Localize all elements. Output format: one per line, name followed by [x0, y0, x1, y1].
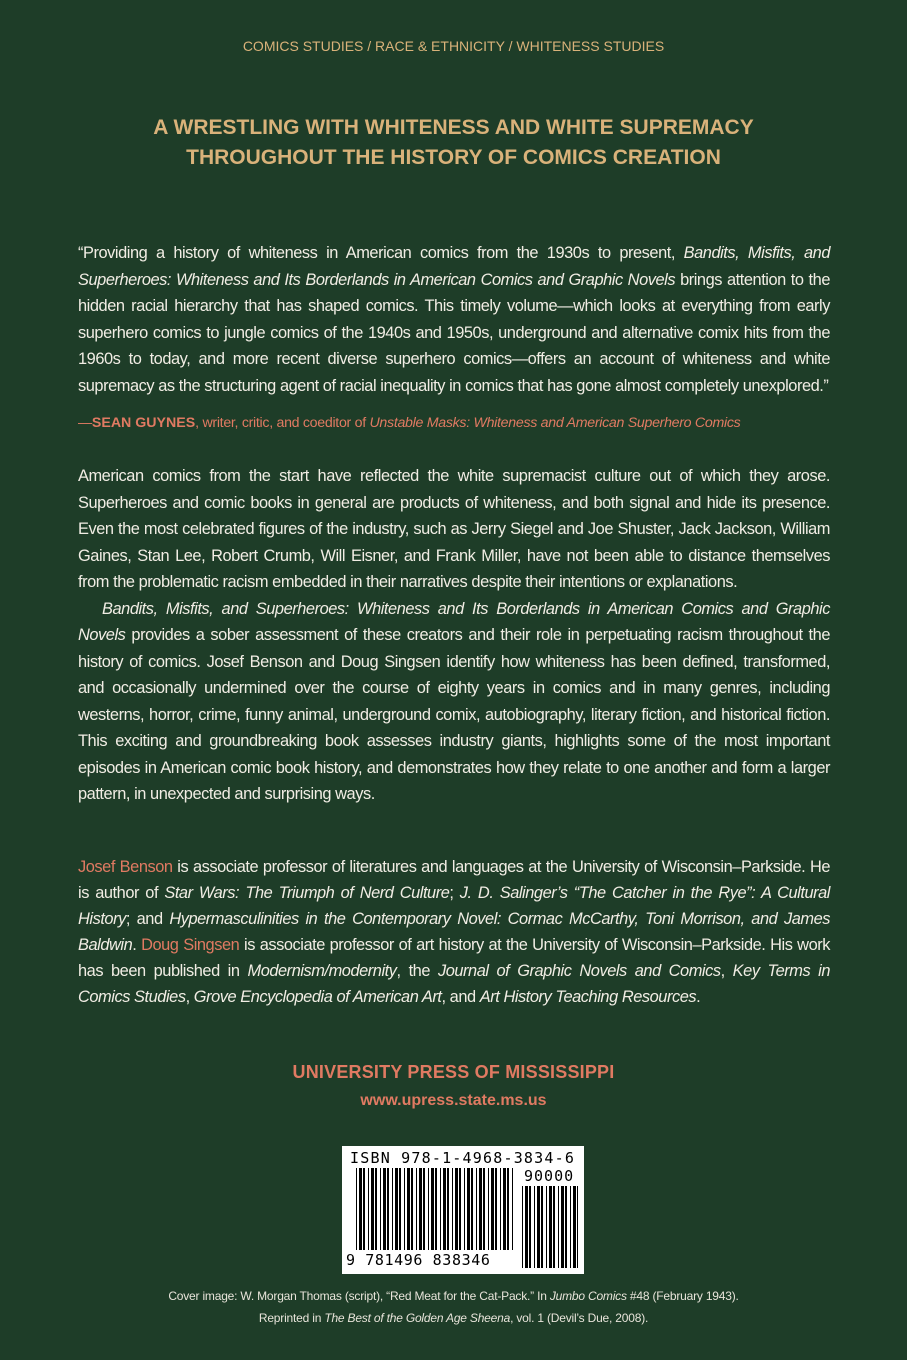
bio-publication-title: Journal of Graphic Novels and Comics: [437, 962, 721, 980]
barcode-bar: [541, 1186, 543, 1268]
endorser-role: , writer, critic, and coeditor of: [195, 415, 370, 431]
credit-text: , vol. 1 (Devil’s Due, 2008).: [510, 1311, 649, 1325]
credit-text: #48 (February 1943).: [626, 1289, 739, 1303]
credit-title: The Best of the Golden Age Sheena: [324, 1311, 511, 1325]
bio-publication-title: Art History Teaching Resources: [479, 988, 697, 1006]
barcode-bar: [471, 1168, 473, 1250]
credit-text: Cover image: W. Morgan Thomas (script), “Red Meat for the Cat-Pack.” In: [168, 1289, 550, 1303]
quote-text-1: “Providing a history of whiteness in American comics from the 1930s to present,: [78, 244, 684, 262]
barcode-bar: [549, 1186, 552, 1268]
publisher-website: www.upress.state.ms.us: [360, 1092, 547, 1109]
barcode-bar: [380, 1168, 381, 1250]
endorser-work: Unstable Masks: Whiteness and American Superhero Comics: [369, 415, 741, 431]
bio-text: ; and: [125, 910, 170, 928]
description-paragraph-2: [78, 596, 830, 808]
barcode-bar: [363, 1168, 365, 1250]
barcode-bar: [459, 1168, 461, 1250]
barcode-bar: [491, 1168, 494, 1250]
barcode-bar: [395, 1168, 398, 1250]
barcode-bar: [440, 1168, 441, 1250]
barcode-bar: [525, 1186, 528, 1268]
barcode-bar: [577, 1186, 578, 1268]
quote-text-2: brings attention to the hidden racial hierarchy that has shaped comics. This timely volume—which looks at everything from early superhero comics to jungle comics of the 1940s and 1950s, underground and alternative comix hits from the 1960s to today, and more recent diverse superhero comics—offers an account of whiteness and white supremacy as the structuring agent of racial inequality in comics that has gone almost completely unexplored.”: [78, 270, 830, 395]
description-paragraph-2-text: provides a sober assessment of these creators and their role in perpetuating racism throughout the history of comics. Josef Benson and Doug Singsen identify how whiteness has been defined, transformed, and occasionally undermined over the course of eighty years in comics and in many genres, including westerns, horror, crime, funny animal, underground comix, autobiography, literary fiction, and historical fiction. This exciting and groundbreaking book assesses industry giants, highlights some of the most important episodes in American comic book history, and demonstrates how they relate to one another and form a larger pattern, in unexpected and surprising ways.: [78, 626, 830, 803]
barcode-bar: [359, 1168, 362, 1250]
barcode-bar: [431, 1168, 434, 1250]
barcode-bar: [452, 1168, 453, 1250]
bio-book-title: J. D. Salinger’s “The Catcher in the Rye”: A Cultural History: [78, 884, 830, 928]
author-name-singsen: Doug Singsen: [141, 936, 240, 954]
barcode-bar: [570, 1186, 571, 1268]
barcode-bar: [371, 1168, 374, 1250]
bio-text: ,: [720, 962, 733, 980]
book-description: [78, 463, 830, 808]
barcode-bar: [435, 1168, 437, 1250]
publisher-name: UNIVERSITY PRESS OF MISSISSIPPI: [292, 1062, 615, 1082]
barcode-bar: [455, 1168, 458, 1250]
credit-line-2: [0, 1307, 907, 1329]
attribution-dash: —: [78, 415, 92, 431]
endorser-name: SEAN GUYNES: [91, 415, 196, 431]
barcode-bar: [447, 1168, 449, 1250]
price-addon-code: 90000: [524, 1167, 575, 1185]
barcode-bar: [476, 1168, 477, 1250]
barcode-bar: [534, 1186, 535, 1268]
headline: [60, 113, 847, 173]
barcode-bar: [392, 1168, 393, 1250]
barcode-bar: [483, 1168, 485, 1250]
barcode-bar: [399, 1168, 401, 1250]
bio-text: , and: [441, 988, 480, 1006]
description-book-title: Bandits, Misfits, and Superheroes: Whiteness and Its Borderlands in American Comics and Graphic Novels: [78, 599, 830, 644]
barcode-bar: [565, 1186, 567, 1268]
bio-publication-title: Grove Encyclopedia of American Art: [193, 988, 442, 1006]
credit-title: Jumbo Comics: [549, 1289, 627, 1303]
headline-line-1: A WRESTLING WITH WHITENESS AND WHITE SUPREMACY: [153, 116, 754, 139]
endorsement-quote: [78, 240, 830, 399]
barcode-bar: [529, 1186, 531, 1268]
isbn-barcode: [342, 1146, 584, 1274]
barcode-bar: [522, 1186, 523, 1268]
bio-publication-title: Modernism/modernity: [247, 962, 397, 980]
bio-text: ;: [449, 884, 460, 902]
headline-line-2: THROUGHOUT THE HISTORY OF COMICS CREATION: [186, 146, 721, 169]
barcode-bar: [467, 1168, 470, 1250]
barcode-bar: [507, 1168, 509, 1250]
barcode-bar: [553, 1186, 555, 1268]
author-name-benson: Josef Benson: [78, 858, 173, 876]
barcode-bar: [407, 1168, 410, 1250]
barcode-bar: [503, 1168, 506, 1250]
barcode-bar: [479, 1168, 482, 1250]
credit-line-1: [0, 1285, 907, 1307]
bio-text: , the: [396, 962, 438, 980]
barcode-bar: [411, 1168, 413, 1250]
bio-book-title: Hypermasculinities in the Contemporary Novel: Cormac McCarthy, Toni Morrison, and James Baldwin: [78, 910, 830, 954]
barcode-bar: [368, 1168, 369, 1250]
barcode-bar: [561, 1186, 564, 1268]
barcode-bar: [558, 1186, 559, 1268]
barcode-bar: [404, 1168, 405, 1250]
barcode-bar: [375, 1168, 377, 1250]
barcode-bar: [356, 1168, 357, 1250]
author-bios: [78, 854, 830, 1010]
barcode-bar: [464, 1168, 465, 1250]
barcode-bar: [500, 1168, 501, 1250]
cover-credit: [0, 1285, 907, 1329]
barcode-bar: [573, 1186, 576, 1268]
barcode-bar: [383, 1168, 386, 1250]
barcode-bar: [419, 1168, 422, 1250]
bio-book-title: Star Wars: The Triumph of Nerd Culture: [164, 884, 450, 902]
bio-text: .: [132, 936, 142, 954]
bio-text: is associate professor of art history at the University of Wisconsin–Parkside. His work has been published in: [78, 936, 830, 980]
barcode-bar: [416, 1168, 417, 1250]
barcode-bar: [443, 1168, 446, 1250]
barcode-bar: [488, 1168, 489, 1250]
barcode-bar: [387, 1168, 389, 1250]
credit-text: Reprinted in: [258, 1311, 325, 1325]
description-paragraph-1: American comics from the start have reflected the white supremacist culture out of which they arose. Superheroes and comic books in general are products of whiteness, and both signal and hide its presence. Even the most celebrated figures of the industry, such as Jerry Siegel and Joe Shuster, Jack Jackson, William Gaines, Stan Lee, Robert Crumb, Will Eisner, and Frank Miller, have not been able to distance themselves from the problematic racism embedded in their narratives despite their intentions or explanations.: [78, 467, 830, 591]
barcode-bar: [537, 1186, 540, 1268]
barcode-bar: [546, 1186, 547, 1268]
category-line: COMICS STUDIES / RACE & ETHNICITY / WHITENESS STUDIES: [242, 38, 665, 54]
quote-book-title: Bandits, Misfits, and Superheroes: Whiteness and Its Borderlands in American Comics and Graphic Novels: [78, 244, 830, 289]
barcode-bar: [428, 1168, 429, 1250]
barcode-bar: [512, 1168, 513, 1250]
isbn-label: ISBN 978-1-4968-3834-6: [350, 1149, 576, 1167]
ean-number: 9 781496 838346: [346, 1251, 491, 1269]
barcode-bar: [495, 1168, 497, 1250]
bio-text: is associate professor of literatures and languages at the University of Wisconsin–Parkside. He is author of: [78, 858, 831, 902]
bio-publication-title: Key Terms in Comics Studies: [78, 962, 830, 1006]
barcode-bar: [423, 1168, 425, 1250]
bio-text: .: [696, 988, 701, 1006]
bio-text: ,: [185, 988, 194, 1006]
quote-attribution: [78, 410, 838, 436]
